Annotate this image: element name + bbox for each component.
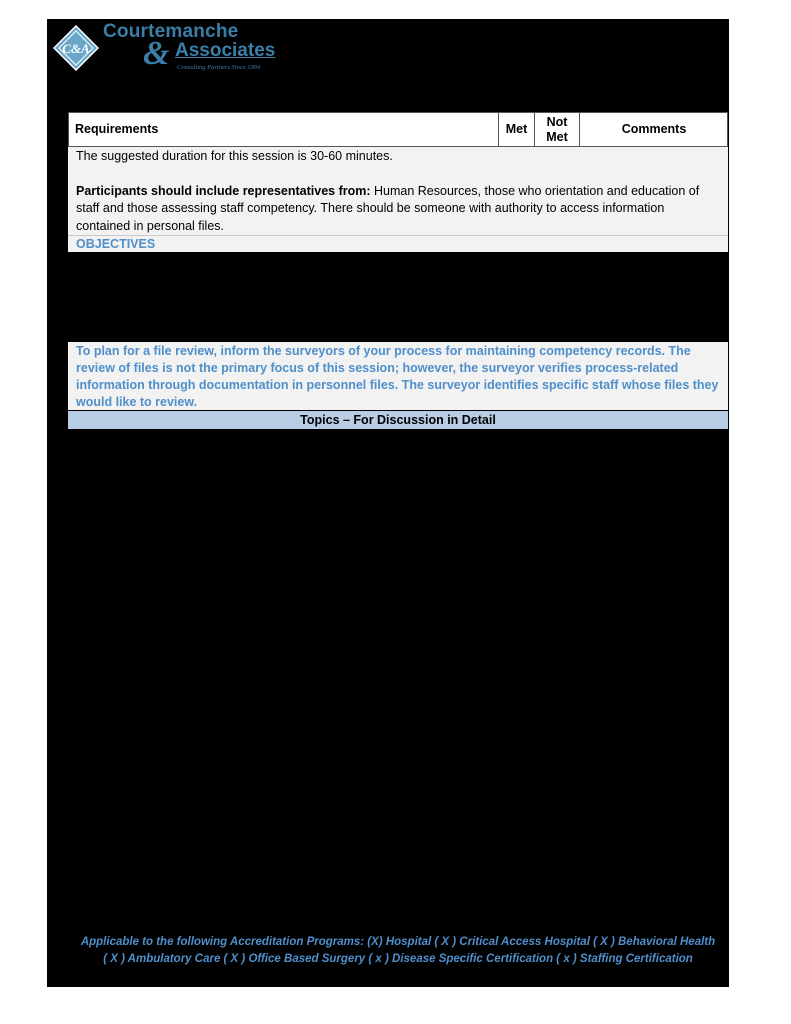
header-requirements: Requirements <box>75 122 159 136</box>
svg-text:C&A: C&A <box>62 41 90 56</box>
logo-name-line2: Associates <box>175 40 276 61</box>
objectives-heading: OBJECTIVES <box>68 235 728 252</box>
participants-text: Human Resources, those who orientation and education of staff and those assessing staff competency. There should be someone with authority to access information contained in personal files. <box>76 183 700 233</box>
document-page <box>47 19 729 987</box>
topics-header: Topics – For Discussion in Detail <box>68 411 728 429</box>
table-header-row <box>68 112 728 147</box>
company-logo <box>51 19 281 79</box>
header-comments: Comments <box>579 113 728 146</box>
footer-line1: Applicable to the following Accreditation Programs: (X) Hospital ( X ) Critical Access Hospital ( X ) Behavioral Health <box>80 936 716 948</box>
duration-text: The suggested duration for this session is 30-60 minutes. <box>76 149 393 163</box>
header-not-met-line1: Not <box>546 115 568 129</box>
logo-ampersand: & <box>143 35 170 72</box>
header-not-met-line2: Met <box>546 130 568 144</box>
intro-row <box>68 147 728 235</box>
participants-label: Participants should include representatives from: <box>76 183 371 198</box>
footer-line2: ( X ) Ambulatory Care ( X ) Office Based Surgery ( x ) Disease Specific Certification ( x ) Staffing Certification <box>103 953 693 965</box>
header-not-met <box>534 113 579 146</box>
logo-tagline: Consulting Partners Since 1994 <box>177 64 261 71</box>
logo-diamond-icon <box>53 25 99 71</box>
accreditation-footer <box>68 934 728 968</box>
logo-name-line1: Courtemanche <box>103 21 239 42</box>
header-met: Met <box>498 113 534 146</box>
participants-paragraph <box>76 183 720 236</box>
file-review-text: To plan for a file review, inform the surveyors of your process for maintaining competency records. The review of files is not the primary focus of this session; however, the surveyor verifies process-related information through documentation in personnel files. The surveyor identifies specific staff whose files they would like to review. <box>68 342 728 410</box>
